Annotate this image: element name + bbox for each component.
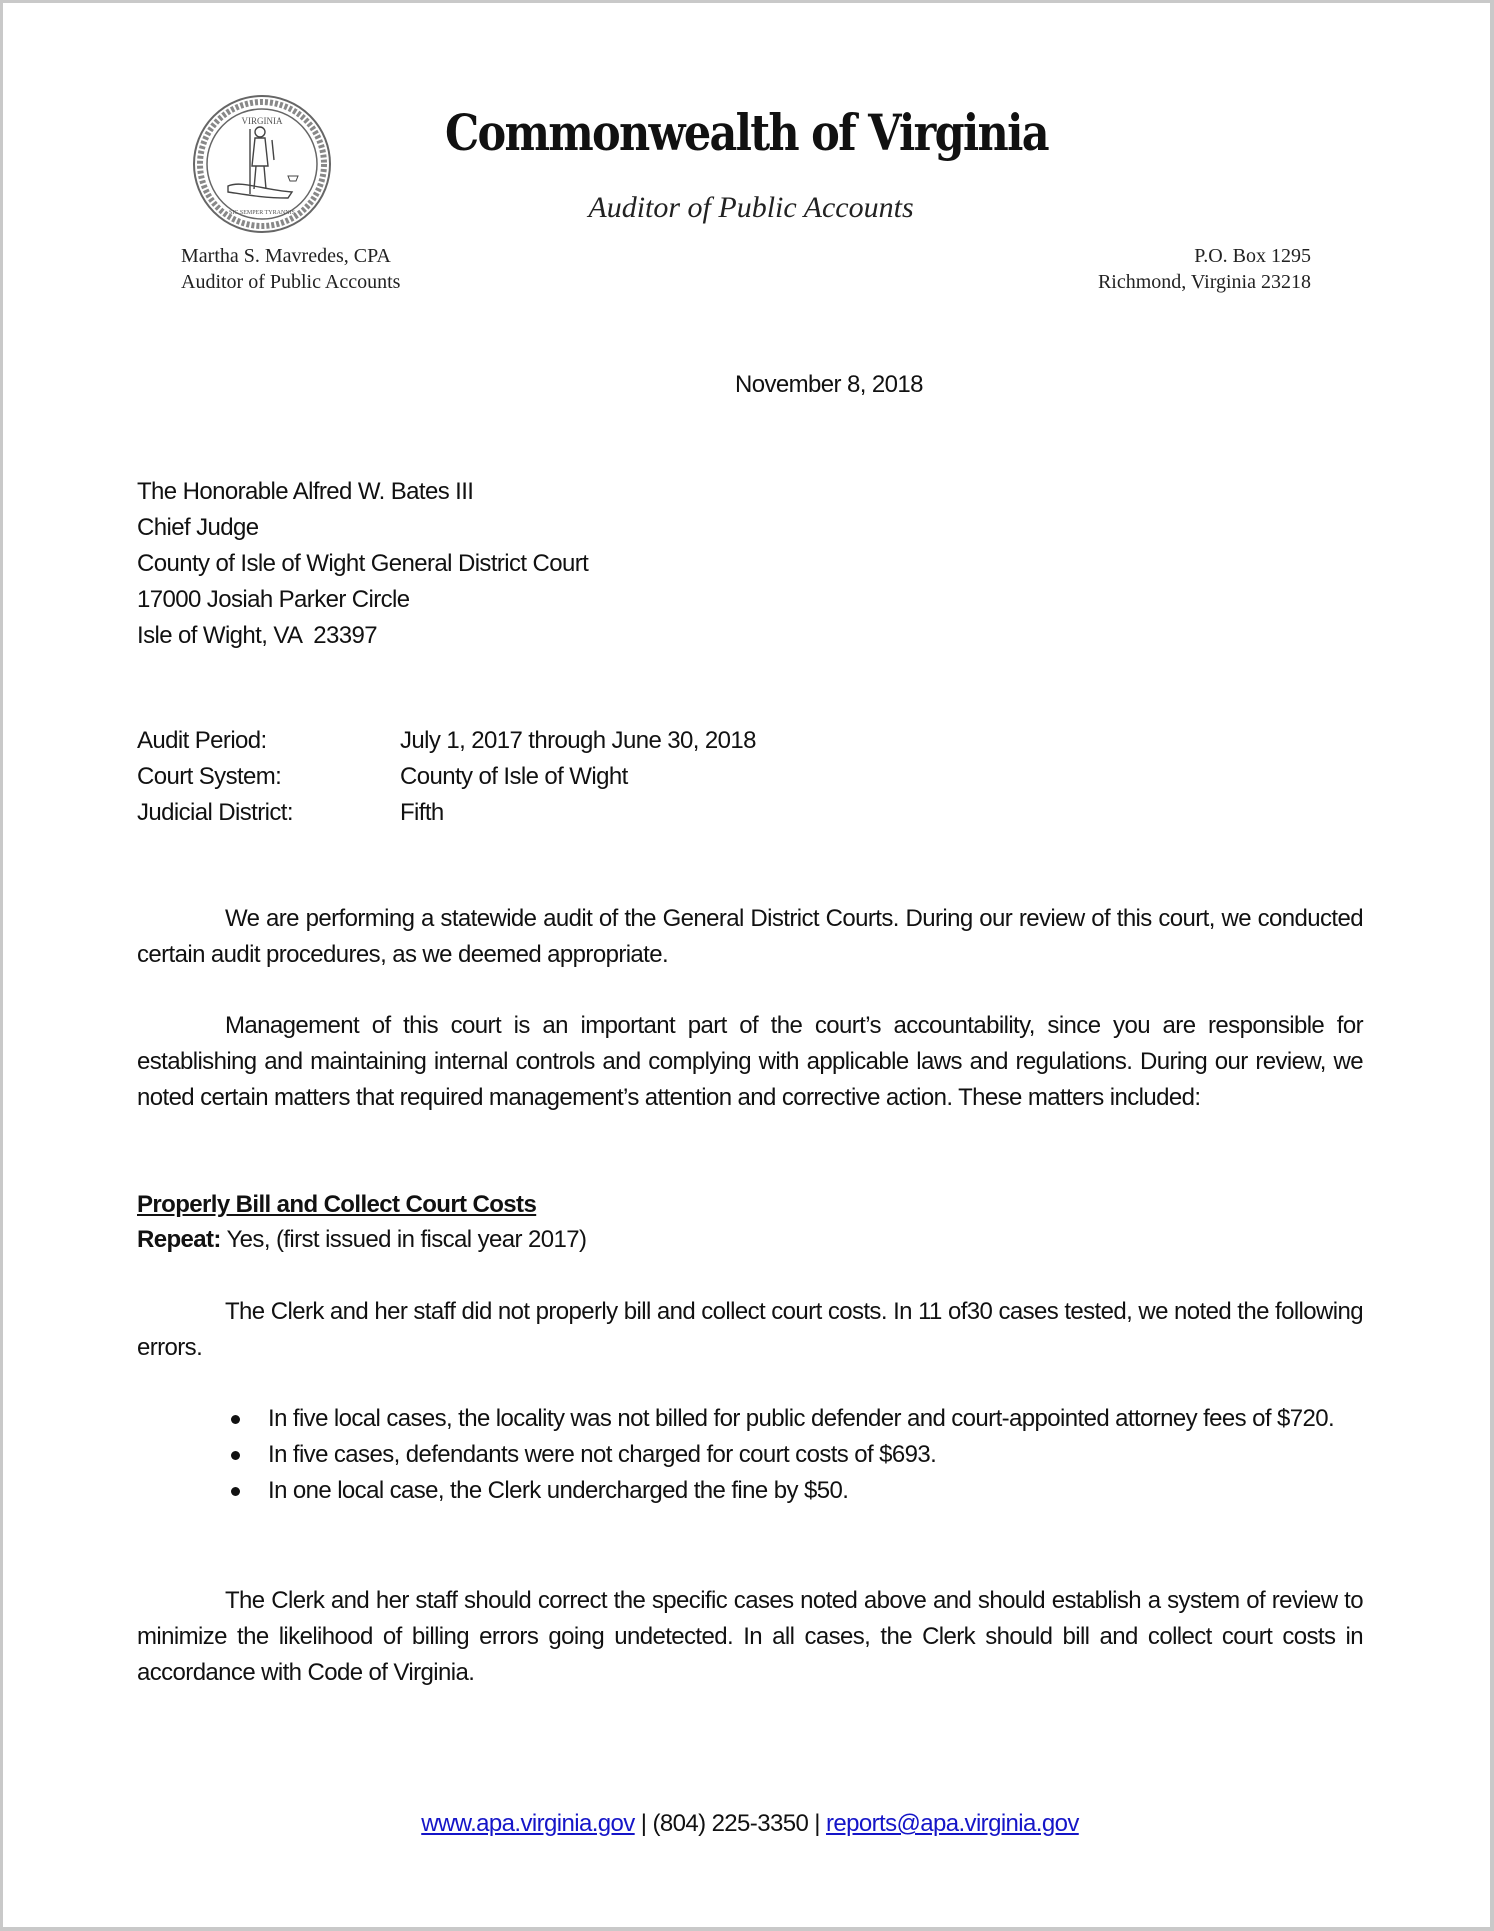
- recipient-address: [137, 474, 588, 654]
- recipient-line: 17000 Josiah Parker Circle: [137, 586, 410, 613]
- phone-number: (804) 225-3350: [652, 1810, 809, 1837]
- bullet-text: In five cases, defendants were not charged for court costs of $693.: [268, 1441, 937, 1468]
- finding-paragraph: The Clerk and her staff did not properly bill and collect court costs. In 11 of30 cases tested, we noted the following errors.: [137, 1298, 1363, 1361]
- recipient-line: Chief Judge: [137, 514, 259, 541]
- audit-period-label: Audit Period:: [137, 727, 267, 754]
- bullet-icon: [231, 1451, 240, 1460]
- recipient-line: Isle of Wight, VA 23397: [137, 622, 377, 649]
- audit-period-value: July 1, 2017 through June 30, 2018: [400, 727, 756, 754]
- recipient-line: The Honorable Alfred W. Bates III: [137, 478, 474, 505]
- office-address-block: [1098, 243, 1311, 295]
- city-state-zip: Richmond, Virginia 23218: [1097, 271, 1311, 293]
- court-system-value: County of Isle of Wight: [400, 763, 628, 790]
- judicial-district-value: Fifth: [400, 799, 444, 826]
- court-system-label: Court System:: [137, 763, 282, 790]
- intro-paragraph: We are performing a statewide audit of the General District Courts. During our review of this court, we conducted certain audit procedures, as we deemed appropriate.: [137, 905, 1363, 968]
- svg-text:VIRGINIA: VIRGINIA: [241, 116, 283, 126]
- court-system-row: [137, 759, 756, 795]
- auditor-role: Auditor of Public Accounts: [181, 271, 401, 293]
- management-paragraph: Management of this court is an important part of the court’s accountability, since you are responsible for establishing and maintaining internal controls and complying with applicable laws and regulations. During our review, we noted certain matters that required management’s attention and corrective action. These matters included:: [137, 1012, 1363, 1111]
- letterhead-title: Commonwealth of Virginia: [445, 103, 1048, 162]
- footer: [3, 1810, 1494, 1838]
- letter-date: November 8, 2018: [735, 371, 923, 398]
- errors-list: [231, 1401, 1363, 1509]
- footer-separator: |: [808, 1810, 826, 1837]
- bullet-text: In five local cases, the locality was not billed for public defender and court-appointed attorney fees of $720.: [268, 1405, 1335, 1432]
- repeat-value: Yes, (first issued in fiscal year 2017): [220, 1226, 587, 1253]
- judicial-district-label: Judicial District:: [137, 799, 293, 826]
- audit-period-row: [137, 723, 756, 759]
- recommendation-paragraph: The Clerk and her staff should correct the specific cases noted above and should establish a system of review to minimize the likelihood of billing errors going undetected. In all cases, the Clerk should bill and collect court costs in accordance with Code of Virginia.: [137, 1587, 1363, 1686]
- po-box: P.O. Box 1295: [1194, 245, 1311, 267]
- svg-text:SIC SEMPER TYRANNIS: SIC SEMPER TYRANNIS: [229, 210, 295, 216]
- judicial-district-row: [137, 795, 756, 831]
- audit-details: [137, 723, 756, 831]
- list-item: [231, 1473, 1363, 1509]
- repeat-label: Repeat:: [137, 1226, 221, 1253]
- virginia-seal-icon: [192, 94, 332, 234]
- bullet-text: In one local case, the Clerk undercharged the fine by $50.: [268, 1477, 849, 1504]
- auditor-name: Martha S. Mavredes, CPA: [181, 245, 391, 267]
- bullet-icon: [231, 1415, 240, 1424]
- website-link[interactable]: www.apa.virginia.gov: [421, 1810, 635, 1837]
- list-item: [231, 1401, 1363, 1437]
- repeat-status: [137, 1222, 586, 1258]
- footer-separator: |: [634, 1810, 653, 1837]
- recipient-line: County of Isle of Wight General District Court: [137, 550, 589, 577]
- bullet-icon: [231, 1487, 240, 1496]
- list-item: [231, 1437, 1363, 1473]
- email-link[interactable]: reports@apa.virginia.gov: [825, 1810, 1079, 1837]
- finding-heading: Properly Bill and Collect Court Costs: [137, 1191, 537, 1218]
- letterhead-subtitle: Auditor of Public Accounts: [588, 191, 914, 224]
- auditor-block: [181, 243, 400, 295]
